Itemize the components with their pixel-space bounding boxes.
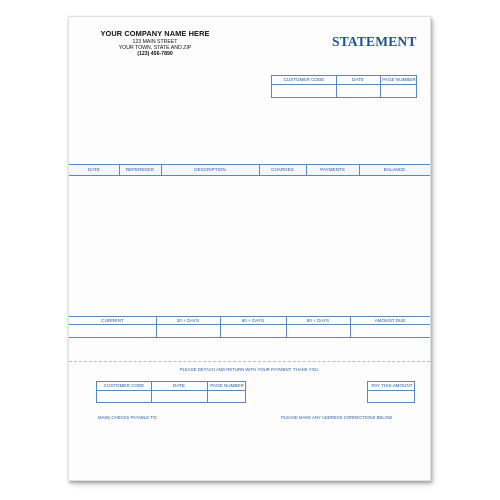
statement-form <box>68 16 431 481</box>
address-corrections-label: PLEASE MAKE ANY ADDRESS CORRECTIONS BELOW <box>281 415 393 420</box>
aging-table <box>69 316 430 338</box>
company-street: 123 MAIN STREET <box>132 39 178 45</box>
company-phone: (123) 456-7890 <box>137 51 173 57</box>
company-city: YOUR TOWN, STATE AND ZIP <box>118 45 192 51</box>
stub-col-page-number: PAGE NUMBER <box>210 383 244 388</box>
checks-payable-label: MAKE CHECKS PAYABLE TO: <box>98 415 158 420</box>
aging-col-amount-due: AMOUNT DUE <box>374 318 406 323</box>
detail-col-payments: PAYMENTS <box>320 167 345 172</box>
perforation-line <box>69 361 430 362</box>
header-col-page-number: PAGE NUMBER <box>382 77 416 82</box>
statement-title: STATEMENT <box>332 34 417 49</box>
aging-col-current: CURRENT <box>101 318 124 323</box>
detail-col-reference: REFERENCE <box>125 167 155 172</box>
aging-col-30-days: 30 + DAYS <box>176 318 200 323</box>
header-col-customer-code: CUSTOMER CODE <box>283 77 325 82</box>
detail-col-balance: BALANCE <box>383 167 406 172</box>
stub-col-customer-code: CUSTOMER CODE <box>103 383 145 388</box>
detail-col-description: DESCRIPTION <box>194 167 226 172</box>
stub-col-date: DATE <box>173 383 185 388</box>
header-table <box>271 75 417 98</box>
detail-col-charges: CHARGES <box>271 167 294 172</box>
company-name: YOUR COMPANY NAME HERE <box>100 29 210 38</box>
stub-table <box>96 381 246 403</box>
aging-col-60-days: 60 + DAYS <box>241 318 265 323</box>
header-col-date: DATE <box>352 77 364 82</box>
pay-this-amount-label: PAY THIS AMOUNT <box>371 383 413 388</box>
detach-note: PLEASE DETACH AND RETURN WITH YOUR PAYMENT. THANK YOU. <box>179 367 320 372</box>
aging-col-90-days: 90 + DAYS <box>306 318 330 323</box>
detail-header-band <box>69 164 430 176</box>
detail-col-date: DATE <box>88 167 100 172</box>
pay-amount-box <box>367 381 415 403</box>
